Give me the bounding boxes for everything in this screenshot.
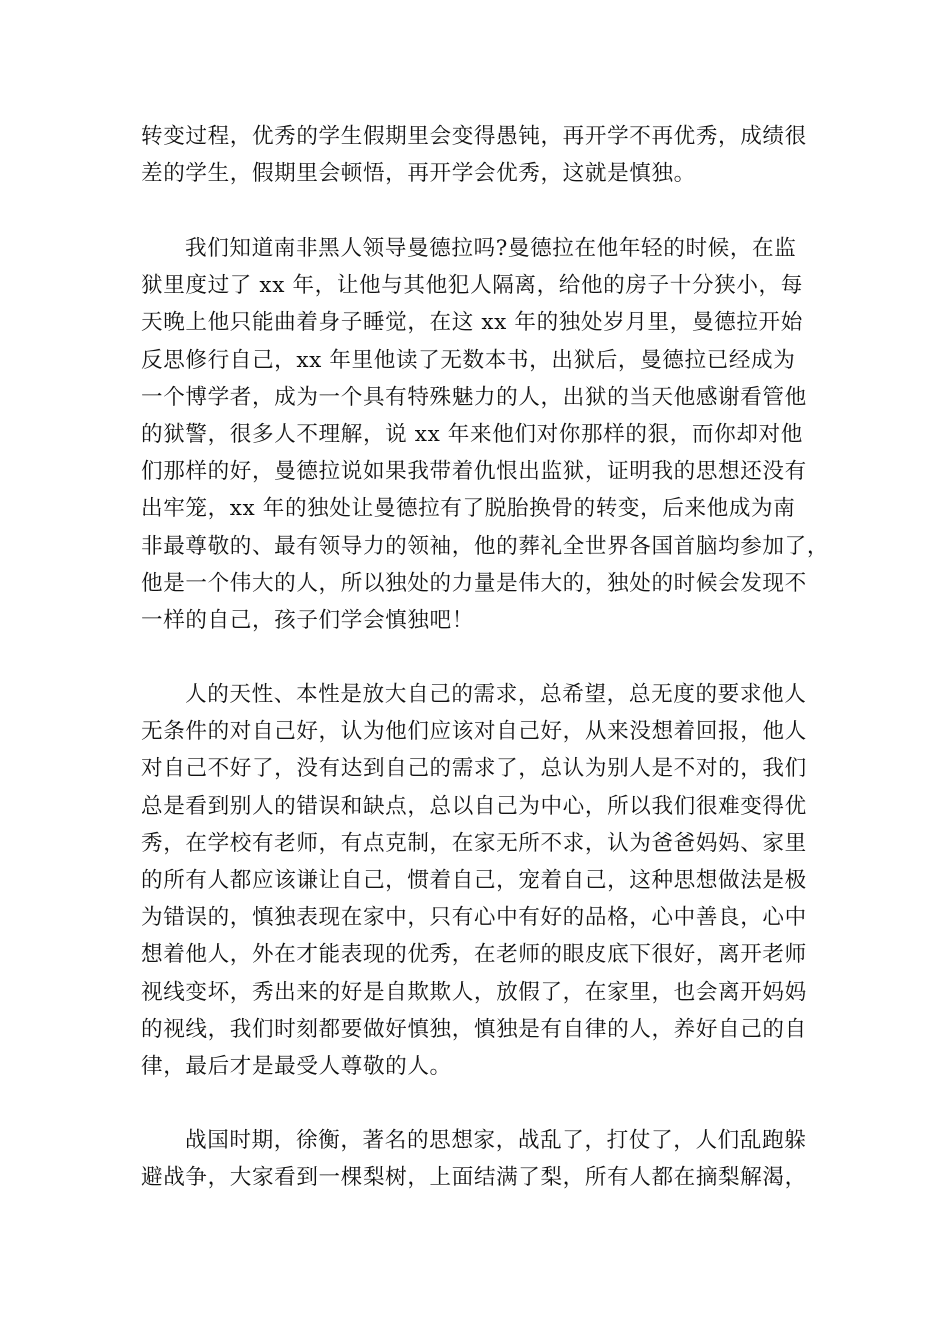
text-line: 出牢笼，xx 年的独处让曼德拉有了脱胎换骨的转变，后来他成为南 [141, 496, 796, 522]
text-line: 秀，在学校有老师，有点克制，在家无所不求，认为爸爸妈妈、家里 [141, 830, 807, 856]
text-line: 无条件的对自己好，认为他们应该对自己好，从来没想着回报，他人 [141, 719, 807, 745]
text-line: 反思修行自己，xx 年里他读了无数本书，出狱后，曼德拉已经成为 [141, 347, 796, 373]
text-line: 为错误的，慎独表现在家中，只有心中有好的品格，心中善良，心中 [141, 905, 807, 931]
paragraph-3 [141, 676, 821, 1085]
paragraph-2 [141, 230, 830, 639]
text-line: 人的天性、本性是放大自己的需求，总希望，总无度的要求他人 [185, 682, 807, 707]
text-line: 转变过程，优秀的学生假期里会变得愚钝，再开学不再优秀，成绩很 [141, 124, 807, 149]
text-line: 天晚上他只能曲着身子睡觉，在这 xx 年的独处岁月里，曼德拉开始 [141, 310, 803, 336]
text-line: 战国时期，徐衡，著名的思想家，战乱了，打仗了，人们乱跑躲 [185, 1128, 807, 1153]
text-line: 我们知道南非黑人领导曼德拉吗?曼德拉在他年轻的时候，在监 [185, 236, 797, 261]
text-line: 非最尊敬的、最有领导力的领袖，他的葬礼全世界各国首脑均参加了， [141, 533, 830, 559]
text-line: 总是看到别人的错误和缺点，总以自己为中心，所以我们很难变得优 [141, 793, 807, 819]
text-line: 的所有人都应该谦让自己，惯着自己，宠着自己，这种思想做法是极 [141, 867, 807, 893]
text-line: 一样的自己，孩子们学会慎独吧！ [141, 607, 474, 633]
text-line: 一个博学者，成为一个具有特殊魅力的人，出狱的当天他感谢看管他 [141, 384, 807, 410]
text-line: 对自己不好了，没有达到自己的需求了，总认为别人是不对的，我们 [141, 756, 807, 782]
text-line: 他是一个伟大的人，所以独处的力量是伟大的，独处的时候会发现不 [141, 570, 807, 596]
text-line: 的狱警，很多人不理解，说 xx 年来他们对你那样的狠，而你却对他 [141, 421, 803, 447]
text-line: 律，最后才是最受人尊敬的人。 [141, 1053, 452, 1079]
text-line: 视线变坏，秀出来的好是自欺欺人，放假了，在家里，也会离开妈妈 [141, 979, 807, 1005]
text-line: 的视线，我们时刻都要做好慎独，慎独是有自律的人，养好自己的自 [141, 1016, 807, 1042]
text-line: 狱里度过了 xx 年，让他与其他犯人隔离，给他的房子十分狭小，每 [141, 273, 803, 299]
text-line: 避战争，大家看到一棵梨树，上面结满了梨，所有人都在摘梨解渴， [141, 1165, 807, 1191]
text-line: 想着他人，外在才能表现的优秀，在老师的眼皮底下很好，离开老师 [141, 942, 807, 968]
text-line: 们那样的好，曼德拉说如果我带着仇恨出监狱，证明我的思想还没有 [141, 459, 807, 485]
paragraph-4 [141, 1122, 821, 1196]
text-line: 差的学生，假期里会顿悟，再开学会优秀，这就是慎独。 [141, 161, 696, 187]
paragraph-1 [141, 118, 821, 192]
